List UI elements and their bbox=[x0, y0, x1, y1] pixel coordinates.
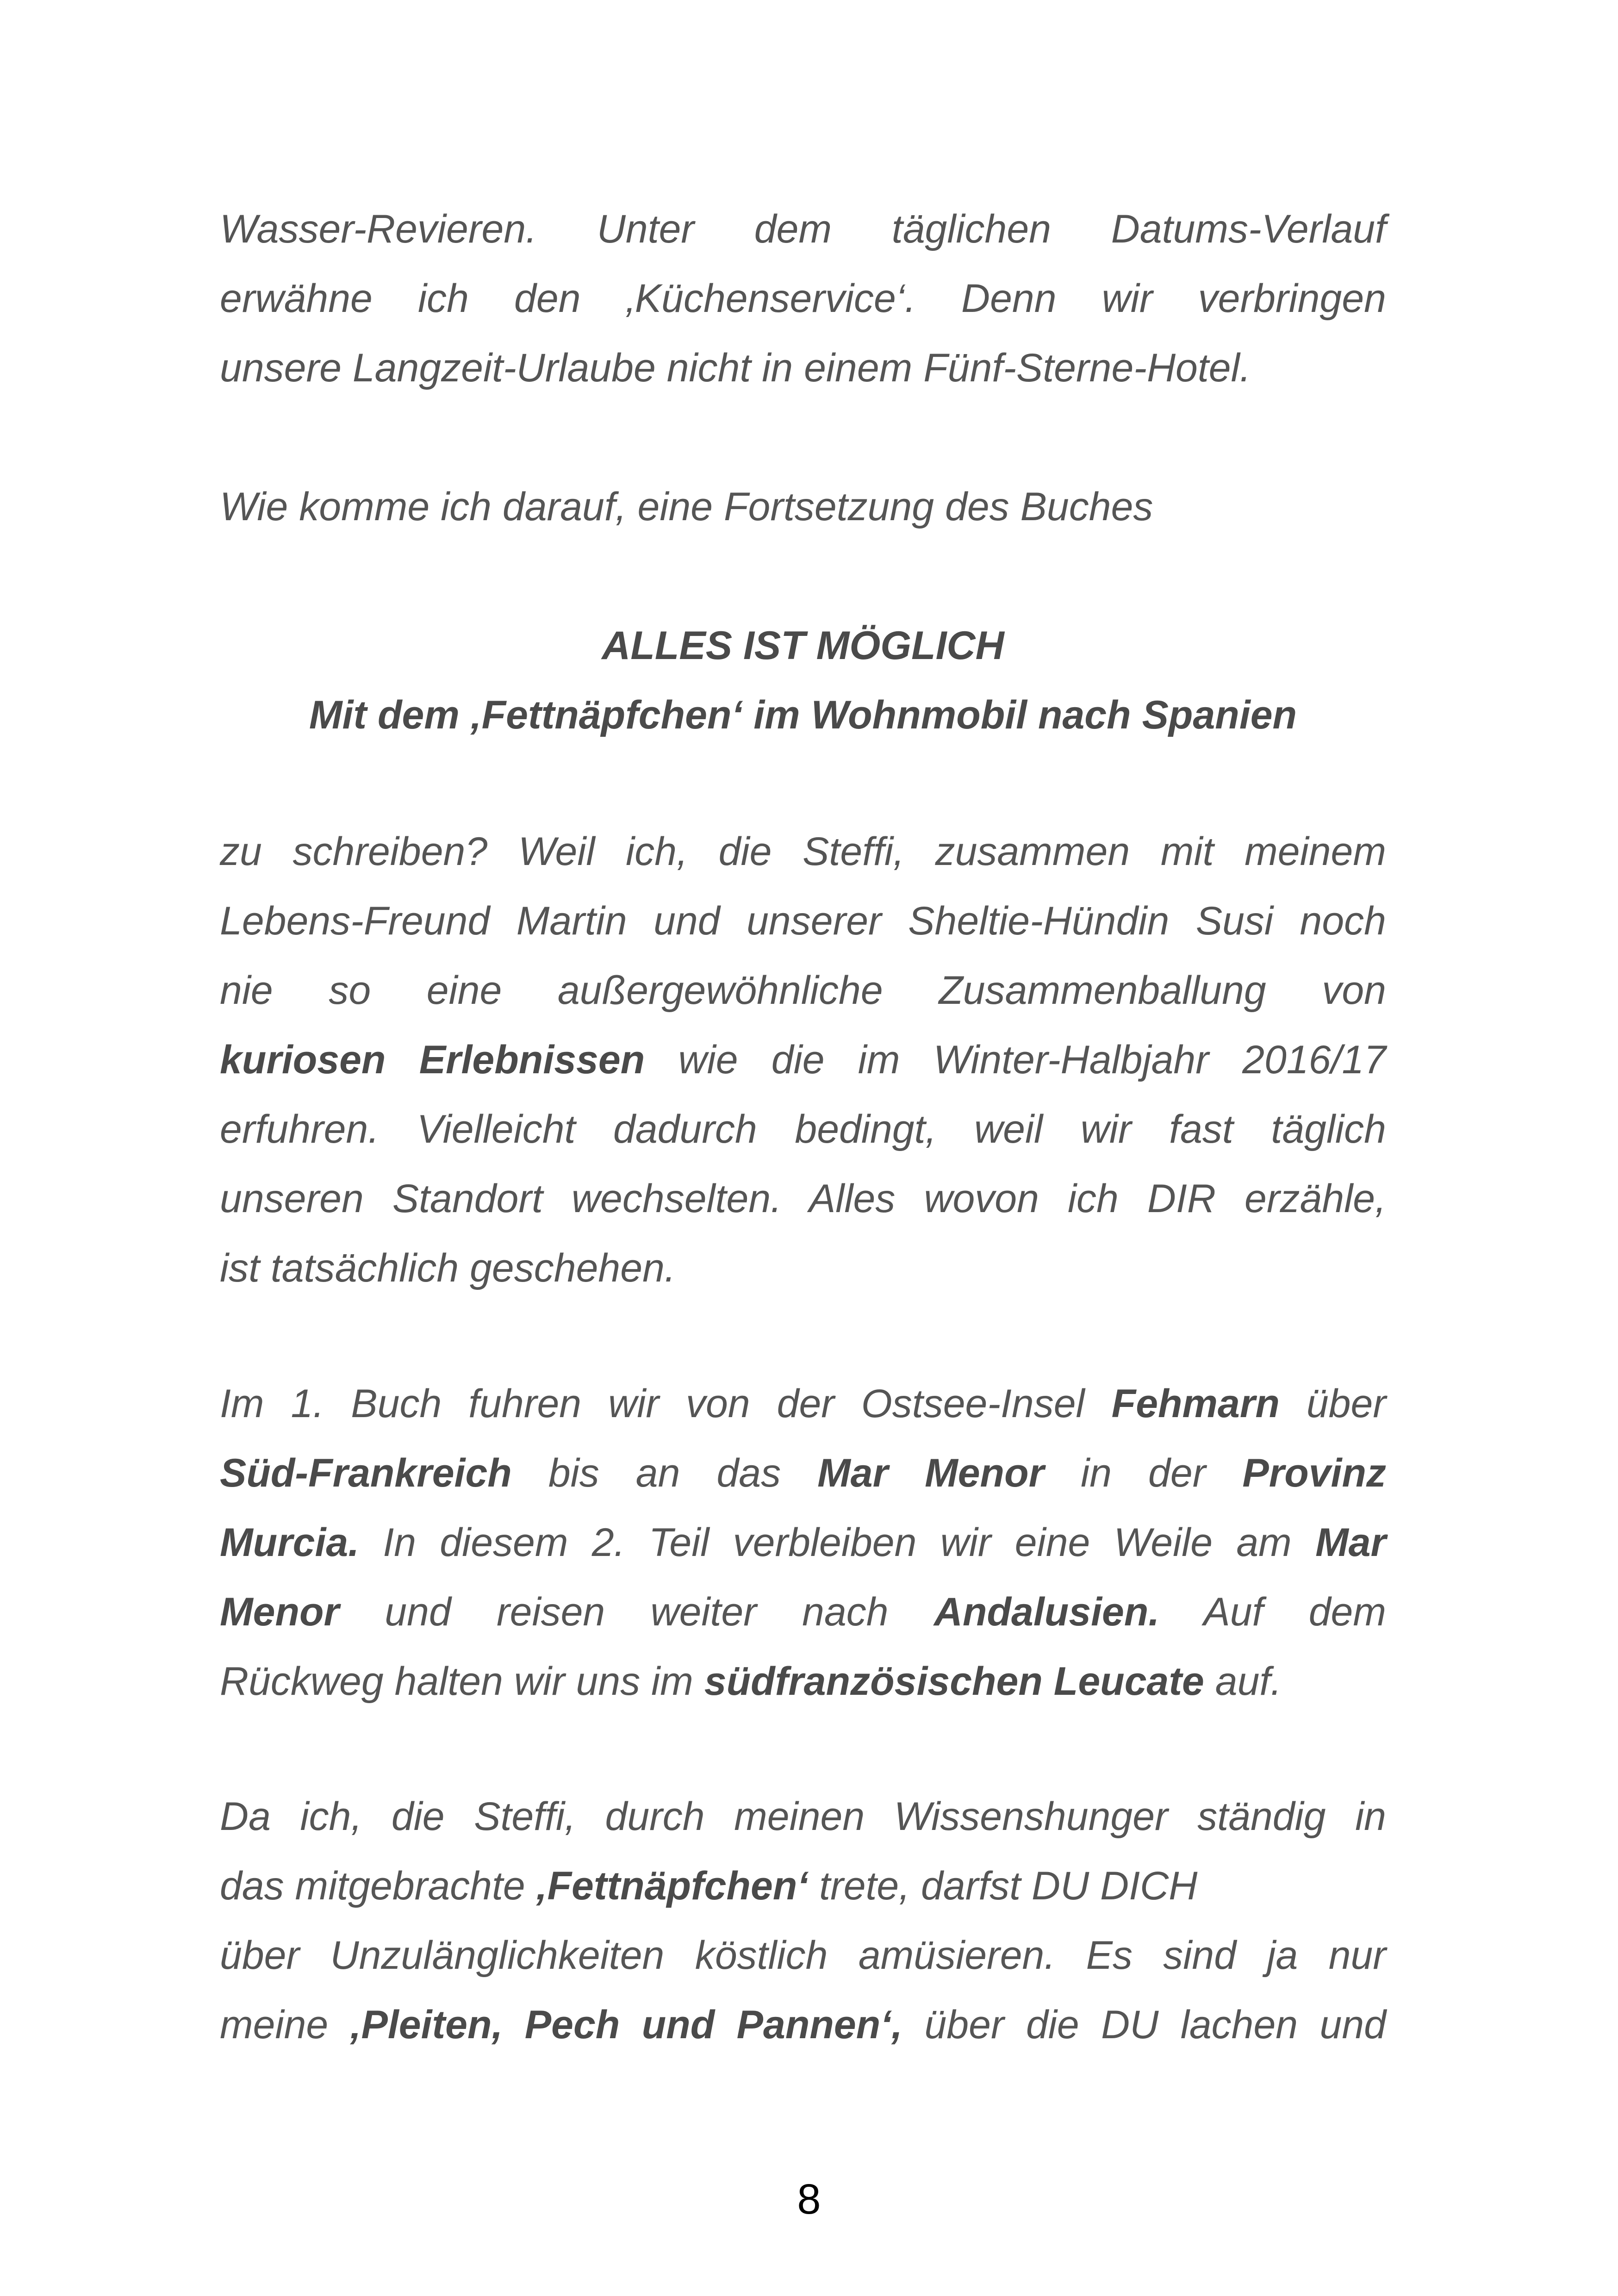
page-number: 8 bbox=[797, 2176, 821, 2223]
text-span: über bbox=[1279, 1381, 1386, 1426]
text-line: Da ich, die Steffi, durch meinen Wissenshunger ständig in bbox=[220, 1794, 1386, 1839]
text-line: Wasser-Revieren. Unter dem täglichen Datums-Verlauf bbox=[220, 207, 1386, 251]
text-line: unseren Standort wechselten. Alles wovon ich DIR erzähle, bbox=[220, 1176, 1386, 1221]
bold-phrase: Süd-Frankreich bbox=[220, 1451, 512, 1495]
text-line: erfuhren. Vielleicht dadurch bedingt, weil wir fast täglich bbox=[220, 1107, 1386, 1151]
text-line: erwähne ich den ‚Küchenservice‘. Denn wir verbringen bbox=[220, 276, 1386, 321]
bold-phrase: Mar bbox=[1315, 1520, 1386, 1565]
paragraph-1 bbox=[220, 194, 1386, 403]
text-span: meine bbox=[220, 2003, 350, 2047]
text-span: wie die im Winter-Halbjahr 2016/17 bbox=[645, 1038, 1386, 1082]
paragraph-4 bbox=[220, 1369, 1386, 1716]
text-line: ist tatsächlich geschehen. bbox=[220, 1246, 676, 1290]
paragraph-5 bbox=[220, 1782, 1386, 2060]
text-line bbox=[220, 1577, 1386, 1647]
text-line bbox=[220, 1990, 1386, 2060]
text-span: Auf dem bbox=[1159, 1590, 1386, 1634]
text-line bbox=[220, 1508, 1386, 1577]
text-line: unsere Langzeit-Urlaube nicht in einem Fünf-Sterne-Hotel. bbox=[220, 346, 1251, 390]
bold-phrase: ‚Pleiten, Pech und Pannen‘, bbox=[350, 2003, 903, 2047]
text-span: Rückweg halten wir uns im bbox=[220, 1659, 704, 1704]
text-line bbox=[220, 1647, 1386, 1716]
text-line bbox=[220, 1369, 1386, 1438]
text-span: Im 1. Buch fuhren wir von der Ostsee-Insel bbox=[220, 1381, 1112, 1426]
text-line: Wie komme ich darauf, eine Fortsetzung des Buches bbox=[220, 485, 1153, 529]
text-span: trete, darfst DU DICH bbox=[808, 1864, 1198, 1908]
text-line bbox=[220, 1851, 1386, 1921]
paragraph-3 bbox=[220, 817, 1386, 1303]
book-title: ALLES IST MÖGLICH bbox=[602, 623, 1004, 668]
text-span: auf. bbox=[1204, 1659, 1282, 1704]
text-span: und reisen weiter nach bbox=[339, 1590, 934, 1634]
text-line: Lebens-Freund Martin und unserer Sheltie-Hündin Susi noch bbox=[220, 899, 1386, 943]
bold-phrase: ‚Fettnäpfchen‘ bbox=[536, 1864, 809, 1908]
book-title-block bbox=[220, 611, 1386, 750]
text-span: das mitgebrachte bbox=[220, 1864, 536, 1908]
bold-phrase: Fehmarn bbox=[1111, 1381, 1280, 1426]
bold-phrase: Murcia. bbox=[220, 1520, 360, 1565]
bold-phrase: Andalusien. bbox=[933, 1590, 1160, 1634]
text-span: bis an das bbox=[511, 1451, 818, 1495]
text-span: In diesem 2. Teil verbleiben wir eine Weile am bbox=[359, 1520, 1316, 1565]
text-line: über Unzulänglichkeiten köstlich amüsieren. Es sind ja nur bbox=[220, 1933, 1386, 1978]
bold-phrase: Menor bbox=[220, 1590, 339, 1634]
text-line: nie so eine außergewöhnliche Zusammenballung von bbox=[220, 968, 1386, 1013]
bold-phrase: Provinz bbox=[1242, 1451, 1386, 1495]
book-subtitle: Mit dem ‚Fettnäpfchen‘ im Wohnmobil nach Spanien bbox=[309, 693, 1297, 737]
text-line: zu schreiben? Weil ich, die Steffi, zusammen mit meinem bbox=[220, 829, 1386, 874]
text-span: in der bbox=[1044, 1451, 1243, 1495]
text-span: über die DU lachen und bbox=[902, 2003, 1387, 2047]
bold-phrase: Mar Menor bbox=[817, 1451, 1045, 1495]
bold-phrase: kuriosen Erlebnissen bbox=[220, 1038, 645, 1082]
bold-phrase: südfranzösischen Leucate bbox=[704, 1659, 1204, 1704]
text-line bbox=[220, 1025, 1386, 1095]
text-line bbox=[220, 1438, 1386, 1508]
paragraph-2 bbox=[220, 472, 1386, 541]
